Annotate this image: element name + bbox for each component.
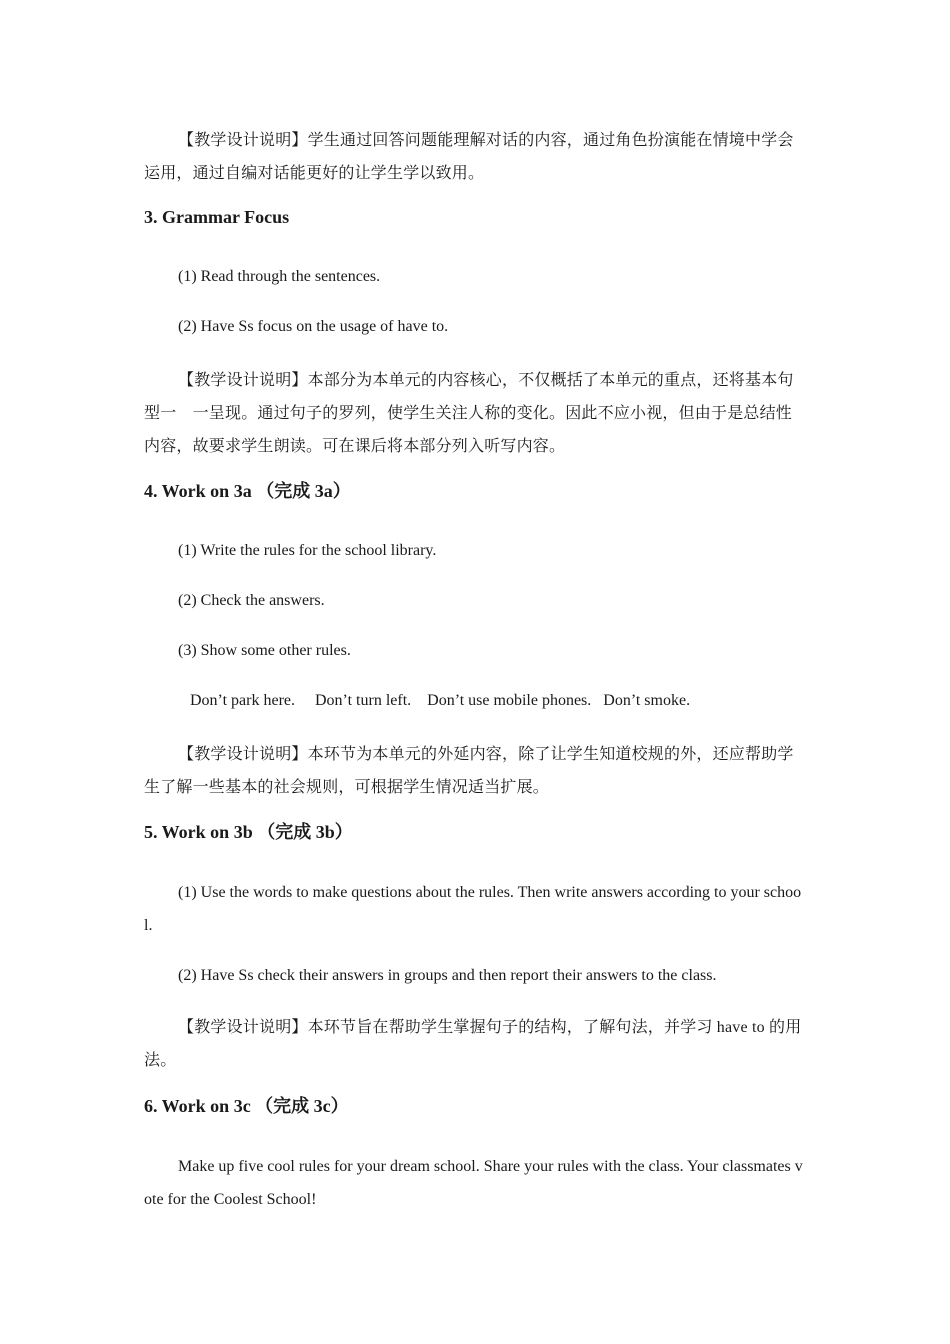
heading-work-3b: 5. Work on 3b （完成 3b） — [144, 822, 353, 842]
design-note-3: 【教学设计说明】本环节为本单元的外延内容，除了让学生知道校规的外，还应帮助学生了解一些基本的社会规则，可根据学生情况适当扩展。 — [144, 746, 794, 796]
design-note-1: 【教学设计说明】学生通过回答问题能理解对话的内容，通过角色扮演能在情境中学会运用，通过自编对话能更好的让学生学以致用。 — [144, 132, 794, 182]
heading-grammar-focus: 3. Grammar Focus — [144, 207, 290, 227]
step-6: Make up five cool rules for your dream school. Share your rules with the class. Your classmates vote for the Coolest School! — [144, 1158, 803, 1208]
step-4-1: (1) Write the rules for the school library. — [178, 542, 437, 559]
step-4-3: (3) Show some other rules. — [178, 642, 351, 659]
step-4-2: (2) Check the answers. — [178, 592, 325, 609]
step-5-1: (1) Use the words to make questions about the rules. Then write answers according to your school. — [144, 884, 802, 934]
step-3-2: (2) Have Ss focus on the usage of have to. — [178, 318, 449, 335]
heading-work-3a: 4. Work on 3a （完成 3a） — [144, 481, 351, 501]
step-5-2: (2) Have Ss check their answers in groups and then report their answers to the class. — [178, 967, 717, 984]
heading-work-3c: 6. Work on 3c （完成 3c） — [144, 1096, 349, 1116]
rule-examples: Don’t park here. Don’t turn left. Don’t use mobile phones. Don’t smoke. — [190, 692, 691, 709]
design-note-4: 【教学设计说明】本环节旨在帮助学生掌握句子的结构，了解句法，并学习 have to 的用法。 — [144, 1019, 802, 1069]
step-3-1: (1) Read through the sentences. — [178, 268, 381, 285]
design-note-2: 【教学设计说明】本部分为本单元的内容核心，不仅概括了本单元的重点，还将基本句型一 一呈现。通过句子的罗列，使学生关注人称的变化。因此不应小视，但由于是总结性内容，故要求学生朗读。可在课后将本部分列入听写内容。 — [144, 372, 794, 455]
